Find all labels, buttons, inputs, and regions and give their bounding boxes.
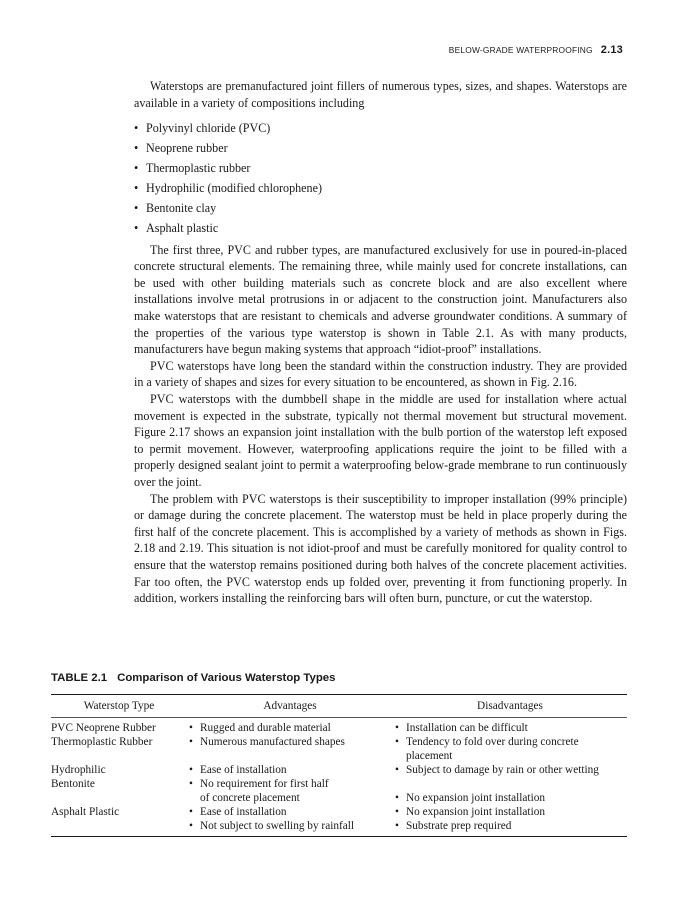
waterstop-comparison-table bbox=[51, 694, 627, 837]
body-text bbox=[134, 78, 627, 607]
table-caption bbox=[51, 672, 335, 684]
disadvantage-item: • Subject to damage by rain or other wetting bbox=[393, 763, 627, 777]
running-header bbox=[449, 44, 623, 56]
paragraph: PVC waterstops with the dumbbell shape in the middle are used for installation where actual movement is expected in the substrate, typically not thermal movement but structural movement. Figure 2.17 shows an expansion joint installation with the bulb portion of the waterstop left exposed to permit movement. However, waterproofing applications require the joint to be filled with a properly designed sealant joint to permit a waterproofing below-grade membrane to run continuously over the joint. bbox=[134, 392, 627, 490]
table-row bbox=[51, 735, 627, 763]
list-item: • Neoprene rubber bbox=[134, 140, 627, 157]
paragraph: The first three, PVC and rubber types, are manufactured exclusively for use in poured-in-placed concrete structural elements. The remaining three, while mainly used for concrete installations, can be used with other building materials such as concrete block and are also excellent where installations involve metal protrusions in or adjacent to the construction joint. Manufacturers also make waterstops that are resistant to chemicals and adverse groundwater conditions. A summary of the properties of the various type waterstop is shown in Table 2.1. As with many products, manufacturers have begun making systems that approach “idiot-proof” installations. bbox=[134, 242, 627, 357]
composition-list bbox=[134, 120, 627, 237]
intro-paragraph: Waterstops are premanufactured joint fillers of numerous types, sizes, and shapes. Waterstops are available in a variety of compositions including bbox=[134, 79, 627, 110]
disadvantage-item: • Substrate prep required bbox=[393, 819, 627, 833]
empty-cell bbox=[51, 791, 187, 805]
disadvantage-continuation: placement bbox=[406, 750, 453, 762]
disadvantage-item: • No expansion joint installation bbox=[393, 805, 627, 819]
table-row bbox=[51, 791, 627, 805]
empty-cell bbox=[393, 777, 627, 791]
table-row bbox=[51, 805, 627, 819]
advantage-item: • Rugged and durable material bbox=[187, 721, 393, 735]
advantage-item: • No requirement for first half bbox=[187, 777, 393, 791]
table-row bbox=[51, 777, 627, 791]
table-header-row bbox=[51, 695, 627, 718]
list-item: • Bentonite clay bbox=[134, 200, 627, 217]
type-cell: Hydrophilic bbox=[51, 764, 106, 776]
table-row bbox=[51, 819, 627, 837]
advantage-item: • Ease of installation bbox=[187, 763, 393, 777]
running-title: BELOW-GRADE WATERPROOFING bbox=[448, 45, 593, 55]
empty-cell bbox=[51, 819, 187, 837]
disadvantage-item: • No expansion joint installation bbox=[393, 791, 627, 805]
advantage-continuation: of concrete placement bbox=[200, 792, 300, 804]
list-item: • Thermoplastic rubber bbox=[134, 160, 627, 177]
table-title: Comparison of Various Waterstop Types bbox=[117, 672, 336, 684]
advantage-item: • Not subject to swelling by rainfall bbox=[187, 819, 393, 833]
list-item: • Hydrophilic (modified chlorophene) bbox=[134, 180, 627, 197]
disadvantage-item: • Tendency to fold over during concrete bbox=[393, 735, 627, 749]
advantage-item: • Ease of installation bbox=[187, 805, 393, 819]
paragraph: The problem with PVC waterstops is their susceptibility to improper installation (99% principle) or damage during the concrete placement. The waterstop must be held in place properly during the first half of the concrete placement. This is accomplished by a variety of methods as shown in Figs. 2.18 and 2.19. This situation is not idiot-proof and must be carefully monitored for quality control to ensure that the waterstop remains positioned during both halves of the concrete placement activities. Far too often, the PVC waterstop ends up folded over, preventing it from functioning properly. In addition, workers installing the reinforcing bars will often burn, puncture, or cut the waterstop. bbox=[134, 491, 627, 606]
table-row bbox=[51, 718, 627, 736]
column-header: Advantages bbox=[187, 695, 393, 718]
list-item: • Asphalt plastic bbox=[134, 220, 627, 237]
paragraph: PVC waterstops have long been the standard within the construction industry. They are provided in a variety of shapes and sizes for every situation to be encountered, as shown in Fig. 2.16. bbox=[134, 358, 627, 390]
type-cell: Thermoplastic Rubber bbox=[51, 736, 153, 748]
type-cell: Asphalt Plastic bbox=[51, 806, 120, 818]
table-number: TABLE 2.1 bbox=[51, 672, 108, 684]
type-cell: PVC Neoprene Rubber bbox=[51, 722, 156, 734]
list-item: • Polyvinyl chloride (PVC) bbox=[134, 120, 627, 137]
column-header: Disadvantages bbox=[393, 695, 627, 718]
column-header: Waterstop Type bbox=[51, 695, 187, 718]
advantage-item: • Numerous manufactured shapes bbox=[187, 735, 393, 749]
table-row bbox=[51, 763, 627, 777]
type-cell: Bentonite bbox=[51, 778, 95, 790]
page-number: 2.13 bbox=[600, 44, 623, 56]
disadvantage-item: • Installation can be difficult bbox=[393, 721, 627, 735]
